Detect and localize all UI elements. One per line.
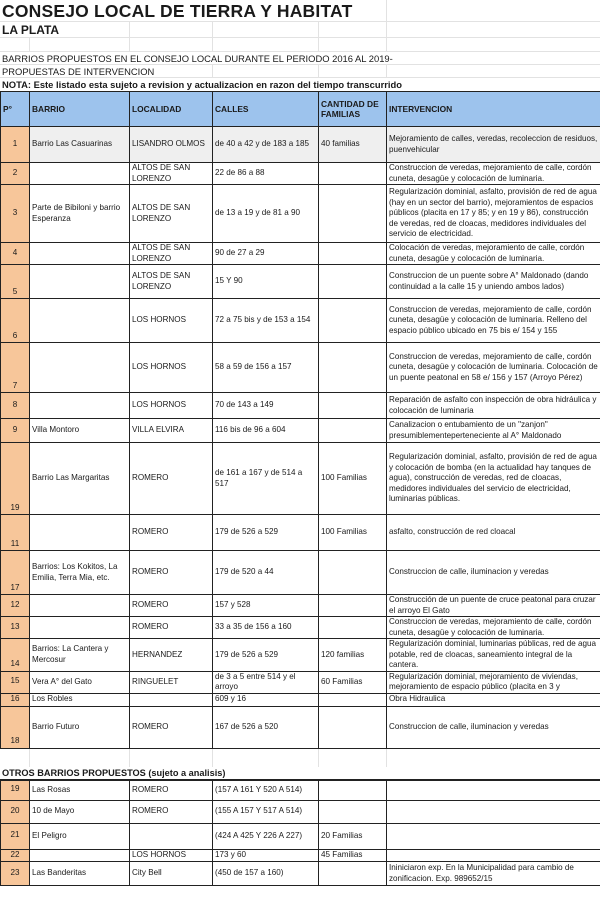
- intervencion-cell: Construccion de veredas, mejoramiento de calle, cordón cuneta, desagüe y colocación de luminaria. Colocación de un puente peatonal en 58 e/ 156 y 157 (Arroyo Pérez): [387, 343, 600, 393]
- col-header-number: P°: [1, 92, 30, 127]
- intervencion-cell: [387, 849, 600, 862]
- calles-cell: 609 y 16: [213, 693, 319, 706]
- row-number: 12: [1, 595, 30, 617]
- intervencion-cell: Construccion de veredas, mejoramiento de calle, cordón cuneta, desagüe y colocación de luminaria.: [387, 163, 600, 185]
- table-row: [1, 515, 600, 551]
- barrio-cell: [30, 617, 130, 639]
- calles-cell: (424 A 425 Y 226 A 227): [213, 823, 319, 849]
- table-row: [1, 706, 600, 748]
- intervencion-cell: asfalto, construcción de red cloacal: [387, 515, 600, 551]
- table-row: [1, 823, 600, 849]
- localidad-cell: LOS HORNOS: [130, 393, 213, 419]
- period-line: BARRIOS PROPUESTOS EN EL CONSEJO LOCAL DURANTE EL PERIODO 2016 AL 2019-: [0, 52, 600, 65]
- col-header-familias: CANTIDAD DE FAMILIAS: [319, 92, 387, 127]
- row-number: 9: [1, 419, 30, 443]
- col-header-intervencion: INTERVENCION: [387, 92, 600, 127]
- intervencion-cell: Construccion de un puente sobre A° Maldonado (dando continuidad a la calle 15 y uniendo ambos lados): [387, 265, 600, 299]
- row-number: 19: [1, 443, 30, 515]
- familias-cell: 60 Familias: [319, 671, 387, 693]
- barrio-cell: [30, 343, 130, 393]
- table-row: [1, 419, 600, 443]
- calles-cell: 157 y 528: [213, 595, 319, 617]
- intervencion-cell: Reparación de asfalto con inspección de obra hidráulica y colocación de luminaria: [387, 393, 600, 419]
- calles-cell: 15 Y 90: [213, 265, 319, 299]
- familias-cell: [319, 693, 387, 706]
- localidad-cell: ALTOS DE SAN LORENZO: [130, 185, 213, 243]
- localidad-cell: ALTOS DE SAN LORENZO: [130, 265, 213, 299]
- familias-cell: [319, 243, 387, 265]
- table-row: [1, 551, 600, 595]
- calles-cell: de 13 a 19 y de 81 a 90: [213, 185, 319, 243]
- barrio-cell: Barrios: La Cantera y Mercosur: [30, 639, 130, 672]
- localidad-cell: ROMERO: [130, 551, 213, 595]
- barrio-cell: [30, 849, 130, 862]
- localidad-cell: LOS HORNOS: [130, 299, 213, 343]
- barrio-cell: [30, 243, 130, 265]
- familias-cell: [319, 185, 387, 243]
- intervencion-cell: Construccion de calle, iluminacion y veredas: [387, 706, 600, 748]
- localidad-cell: ROMERO: [130, 617, 213, 639]
- blank-row: [0, 38, 600, 52]
- row-number: 5: [1, 265, 30, 299]
- barrios-table: [0, 91, 600, 749]
- intervencion-cell: Regularización dominial, asfalto, provisión de red de agua (hay en un sector del barrio), mejoramientos de espacios públicos (placita en 17 y 85; y en 19 y 86), construcción de veredas, red de cloacas, medidores individuales del servicio de electricidad.: [387, 185, 600, 243]
- table-row: [1, 862, 600, 886]
- row-number: 2: [1, 163, 30, 185]
- barrio-cell: Barrio Las Casuarinas: [30, 127, 130, 163]
- table-row: [1, 671, 600, 693]
- familias-cell: [319, 595, 387, 617]
- familias-cell: [319, 706, 387, 748]
- barrio-cell: Los Robles: [30, 693, 130, 706]
- intervencion-cell: Regularización dominial, asfalto, provisión de red de agua y colocación de bomba (en la actualidad hay tanques de agua), construcción de veredas, red de cloacas, medidores individuales del servicio de electricidad, luminarias públicas.: [387, 443, 600, 515]
- familias-cell: 40 familias: [319, 127, 387, 163]
- table-row: [1, 265, 600, 299]
- calles-cell: 116 bis de 96 a 604: [213, 419, 319, 443]
- familias-cell: 100 Familias: [319, 515, 387, 551]
- table-row: [1, 595, 600, 617]
- table-row: [1, 780, 600, 800]
- calles-cell: (450 de 157 a 160): [213, 862, 319, 886]
- row-number: 3: [1, 185, 30, 243]
- col-header-localidad: LOCALIDAD: [130, 92, 213, 127]
- familias-cell: [319, 862, 387, 886]
- familias-cell: [319, 163, 387, 185]
- localidad-cell: RINGUELET: [130, 671, 213, 693]
- familias-cell: [319, 551, 387, 595]
- proposals-line: PROPUESTAS DE INTERVENCION: [0, 65, 600, 78]
- familias-cell: [319, 265, 387, 299]
- barrio-cell: [30, 299, 130, 343]
- row-number: 22: [1, 849, 30, 862]
- barrio-cell: [30, 595, 130, 617]
- table-row: [1, 185, 600, 243]
- row-number: 21: [1, 823, 30, 849]
- intervencion-cell: [387, 780, 600, 800]
- localidad-cell: ALTOS DE SAN LORENZO: [130, 243, 213, 265]
- calles-cell: 173 y 60: [213, 849, 319, 862]
- familias-cell: [319, 299, 387, 343]
- intervencion-cell: [387, 800, 600, 823]
- localidad-cell: ROMERO: [130, 595, 213, 617]
- barrio-cell: Barrio Las Margaritas: [30, 443, 130, 515]
- intervencion-cell: Regularización dominial, luminarias públicas, red de agua potable, red de cloacas, saneamiento integral de la cantera.: [387, 639, 600, 672]
- familias-cell: 45 Familias: [319, 849, 387, 862]
- row-number: 4: [1, 243, 30, 265]
- row-number: 7: [1, 343, 30, 393]
- familias-cell: 100 Familias: [319, 443, 387, 515]
- intervencion-cell: Construccion de veredas, mejoramiento de calle, cordón cuneta, desagüe y colocación de luminaria.: [387, 617, 600, 639]
- row-number: 23: [1, 862, 30, 886]
- localidad-cell: LOS HORNOS: [130, 849, 213, 862]
- barrio-cell: Villa Montoro: [30, 419, 130, 443]
- barrio-cell: Las Rosas: [30, 780, 130, 800]
- familias-cell: 120 familias: [319, 639, 387, 672]
- calles-cell: 70 de 143 a 149: [213, 393, 319, 419]
- familias-cell: [319, 800, 387, 823]
- intervencion-cell: Construccion de calle, iluminacion y veredas: [387, 551, 600, 595]
- barrio-cell: 10 de Mayo: [30, 800, 130, 823]
- calles-cell: 72 a 75 bis y de 153 a 154: [213, 299, 319, 343]
- table-row: [1, 800, 600, 823]
- localidad-cell: ALTOS DE SAN LORENZO: [130, 163, 213, 185]
- intervencion-cell: Construcción de un puente de cruce peatonal para cruzar el arroyo El Gato: [387, 595, 600, 617]
- barrio-cell: Barrios: Los Kokitos, La Emilia, Terra Mia, etc.: [30, 551, 130, 595]
- row-number: 20: [1, 800, 30, 823]
- localidad-cell: VILLA ELVIRA: [130, 419, 213, 443]
- intervencion-cell: Construccion de veredas, mejoramiento de calle, cordón cuneta, desagüe y colocación de luminaria. Relleno del espacio público ubicado en 75 bis e/ 154 y 155: [387, 299, 600, 343]
- table-row: [1, 299, 600, 343]
- calles-cell: 58 a 59 de 156 a 157: [213, 343, 319, 393]
- intervencion-cell: Obra Hidraulica: [387, 693, 600, 706]
- calles-cell: 179 de 526 a 529: [213, 639, 319, 672]
- calles-cell: 167 de 526 a 520: [213, 706, 319, 748]
- barrio-cell: [30, 515, 130, 551]
- localidad-cell: [130, 693, 213, 706]
- table-row: [1, 639, 600, 672]
- intervencion-cell: Ininiciaron exp. En la Municipalidad para cambio de zonificacion. Exp. 989652/15: [387, 862, 600, 886]
- familias-cell: [319, 343, 387, 393]
- intervencion-cell: Mejoramiento de calles, veredas, recoleccion de residuos, puenvehicular: [387, 127, 600, 163]
- intervencion-cell: Canalizacion o entubamiento de un "zanjon" presumiblementeperteneciente al A° Maldonado: [387, 419, 600, 443]
- localidad-cell: City Bell: [130, 862, 213, 886]
- row-number: 16: [1, 693, 30, 706]
- row-number: 1: [1, 127, 30, 163]
- localidad-cell: ROMERO: [130, 706, 213, 748]
- familias-cell: [319, 780, 387, 800]
- col-header-calles: CALLES: [213, 92, 319, 127]
- row-number: 17: [1, 551, 30, 595]
- localidad-cell: HERNANDEZ: [130, 639, 213, 672]
- calles-cell: 179 de 526 a 529: [213, 515, 319, 551]
- table-row: [1, 849, 600, 862]
- localidad-cell: ROMERO: [130, 515, 213, 551]
- table-row: [1, 443, 600, 515]
- table-row: [1, 343, 600, 393]
- table-row: [1, 393, 600, 419]
- calles-cell: 22 de 86 a 88: [213, 163, 319, 185]
- localidad-cell: ROMERO: [130, 800, 213, 823]
- barrio-cell: [30, 393, 130, 419]
- barrio-cell: [30, 265, 130, 299]
- note-line: NOTA: Este listado esta sujeto a revision y actualizacion en razon del tiempo transcurrido: [2, 79, 402, 90]
- row-number: 18: [1, 706, 30, 748]
- familias-cell: [319, 617, 387, 639]
- table-row: [1, 163, 600, 185]
- familias-cell: [319, 419, 387, 443]
- localidad-cell: LOS HORNOS: [130, 343, 213, 393]
- page-subtitle: LA PLATA: [0, 22, 600, 38]
- intervencion-cell: [387, 823, 600, 849]
- table-row: [1, 243, 600, 265]
- page-title: CONSEJO LOCAL DE TIERRA Y HABITAT: [0, 0, 600, 22]
- barrio-cell: El Peligro: [30, 823, 130, 849]
- table-row: [1, 693, 600, 706]
- calles-cell: 179 de 520 a 44: [213, 551, 319, 595]
- barrio-cell: Parte de Bibiloni y barrio Esperanza: [30, 185, 130, 243]
- barrio-cell: [30, 163, 130, 185]
- calles-cell: 33 a 35 de 156 a 160: [213, 617, 319, 639]
- table-header-row: [1, 92, 600, 127]
- familias-cell: 20 Familias: [319, 823, 387, 849]
- row-number: 8: [1, 393, 30, 419]
- barrio-cell: Las Banderitas: [30, 862, 130, 886]
- barrio-cell: Barrio Futuro: [30, 706, 130, 748]
- row-number: 11: [1, 515, 30, 551]
- calles-cell: de 3 a 5 entre 514 y el arroyo: [213, 671, 319, 693]
- section-title-otros: OTROS BARRIOS PROPUESTOS (sujeto a analisis): [0, 767, 600, 780]
- row-number: 19: [1, 780, 30, 800]
- table-row: [1, 617, 600, 639]
- table-row: [1, 127, 600, 163]
- row-number: 15: [1, 671, 30, 693]
- row-number: 13: [1, 617, 30, 639]
- barrio-cell: Vera A° del Gato: [30, 671, 130, 693]
- row-number: 6: [1, 299, 30, 343]
- intervencion-cell: Regularización dominial, mejoramiento de viviendas, mejoramiento de espacio público (placita en 3 y: [387, 671, 600, 693]
- calles-cell: de 161 a 167 y de 514 a 517: [213, 443, 319, 515]
- localidad-cell: [130, 823, 213, 849]
- col-header-barrio: BARRIO: [30, 92, 130, 127]
- localidad-cell: ROMERO: [130, 443, 213, 515]
- calles-cell: (155 A 157 Y 517 A 514): [213, 800, 319, 823]
- familias-cell: [319, 393, 387, 419]
- calles-cell: de 40 a 42 y de 183 a 185: [213, 127, 319, 163]
- localidad-cell: ROMERO: [130, 780, 213, 800]
- row-number: 14: [1, 639, 30, 672]
- intervencion-cell: Colocación de veredas, mejoramiento de calle, cordón cuneta, desagüe y colocación de luminaria.: [387, 243, 600, 265]
- localidad-cell: LISANDRO OLMOS: [130, 127, 213, 163]
- otros-table: [0, 780, 600, 887]
- spacer-row: [0, 749, 600, 767]
- calles-cell: 90 de 27 a 29: [213, 243, 319, 265]
- calles-cell: (157 A 161 Y 520 A 514): [213, 780, 319, 800]
